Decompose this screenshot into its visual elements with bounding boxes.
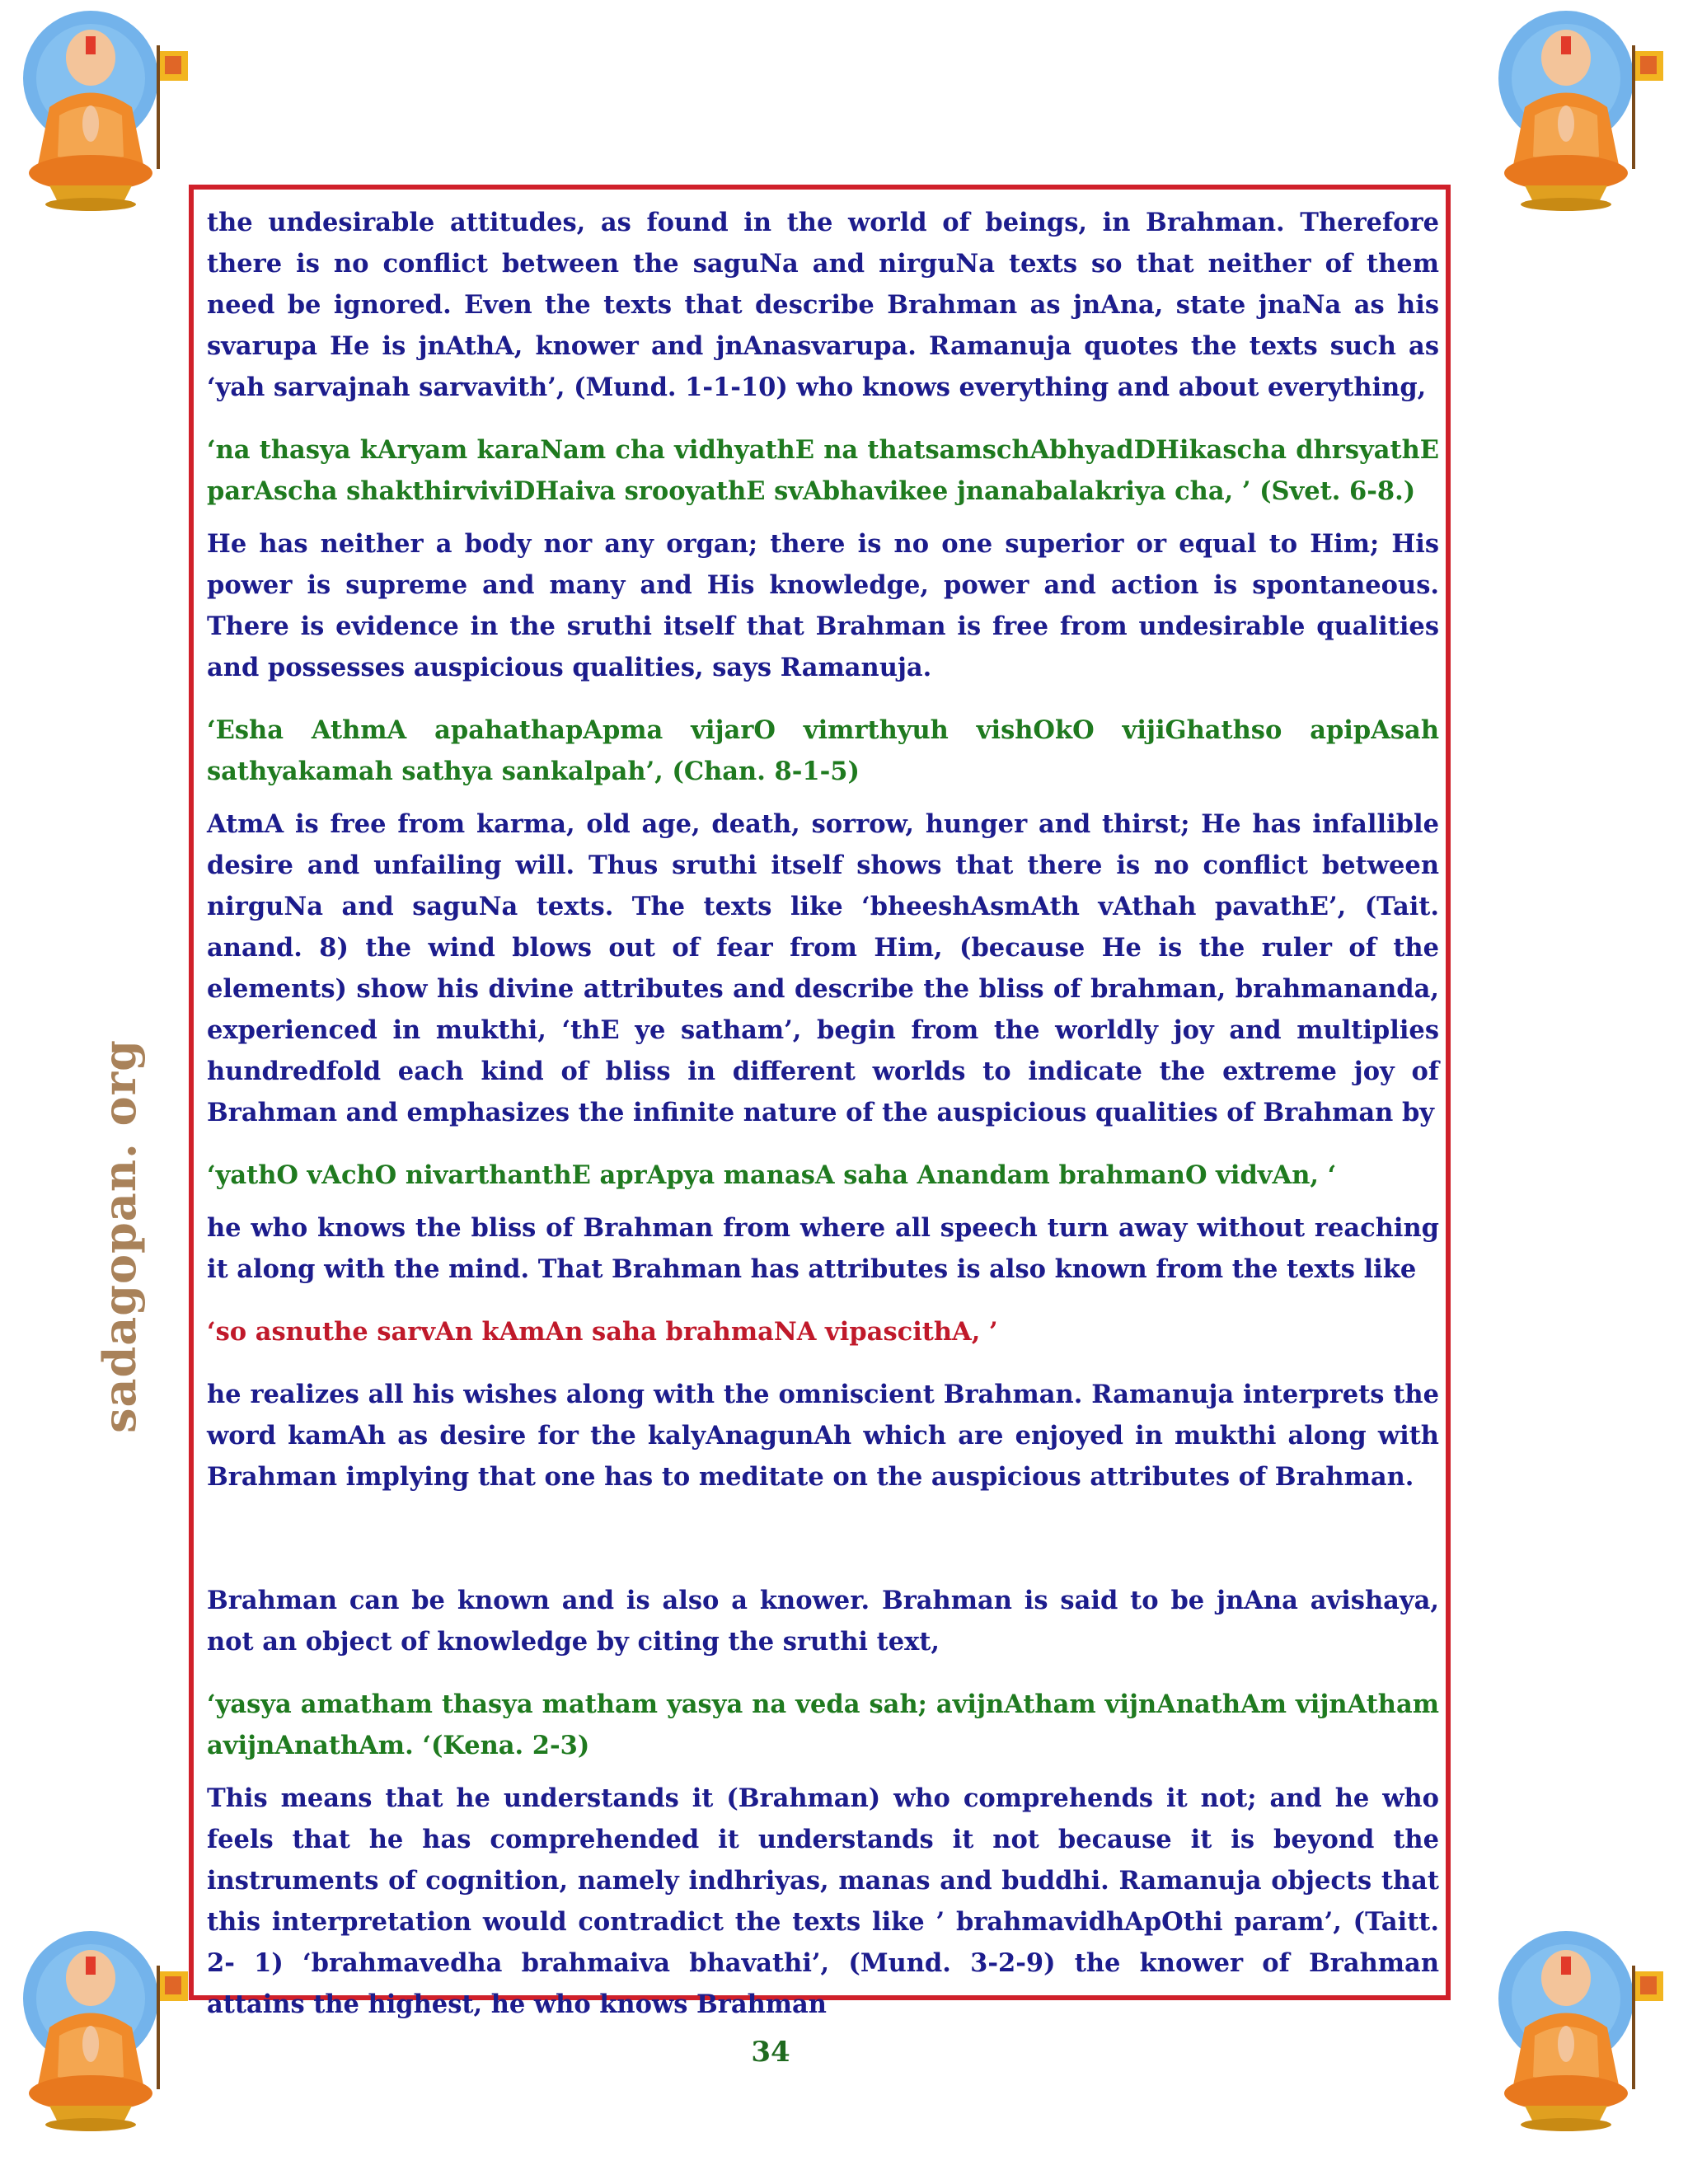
paragraph-2: He has neither a body nor any organ; there is no one superior or equal to Him; His power is supreme and many and His knowledge, power and action is spontaneous. There is evidence in the sruthi itself that Brahman is free from undesirable qualities and possesses auspicious qualities, says Ramanuja. [207,529,1439,682]
ramanuja-image-top-left [0,0,198,214]
quote-kena: ‘yasya amatham thasya matham yasya na veda sah; avijnAtham vijnAnathAm vijnAtham avijnAnathAm. ‘(Kena. 2-3) [207,1690,1439,1760]
paragraph-5: he realizes all his wishes along with the omniscient Brahman. Ramanuja interprets the word kamAh as desire for the kalyAnagunAh which are enjoyed in mukthi along with Brahman implying that one has to meditate on the auspicious attributes of Brahman. [207,1380,1439,1492]
ramanuja-image-bottom-left [0,1920,198,2135]
page-content [207,202,1439,2025]
page-number: 34 [751,2036,790,2069]
paragraph-3: AtmA is free from karma, old age, death, sorrow, hunger and thirst; He has infallible desire and unfailing will. Thus sruthi itself shows that there is no conflict between nirguNa and saguNa texts. The texts like ‘bheeshAsmAth vAthah pavathE’, (Tait. anand. 8) the wind blows out of fear from Him, (because He is the ruler of the elements) show his divine attributes and describe the bliss of brahman, brahmananda, experienced in mukthi, ‘thE ye satham’, begin from the worldly joy and multiplies hundredfold each kind of bliss in different worlds to indicate the extreme joy of Brahman and emphasizes the infinite nature of the auspicious qualities of Brahman by [207,809,1439,1127]
paragraph-7: This means that he understands it (Brahman) who comprehends it not; and he who feels that he has comprehended it understands it not because it is beyond the instruments of cognition, namely indhriyas, manas and buddhi. Ramanuja objects that this interpretation would contradict the texts like ’ brahmavidhApOthi param’, (Taitt. 2- 1) ‘brahmavedha brahmaiva bhavathi’, (Mund. 3-2-9) the knower of Brahman attains the highest, he who knows Brahman [207,1783,1439,2019]
paragraph-4: he who knows the bliss of Brahman from where all speech turn away without reaching it along with the mind. That Brahman has attributes is also known from the texts like [207,1213,1439,1284]
ramanuja-image-top-right [1475,0,1673,214]
watermark-text: sadagopan. org [93,1039,146,1433]
ramanuja-image-bottom-right [1475,1920,1673,2135]
quote-svetasvatara: ‘na thasya kAryam karaNam cha vidhyathE na thatsamschAbhyadDHikascha dhrsyathE parAscha shakthirviviDHaiva srooyathE svAbhavikee jnanabalakriya cha, ’ (Svet. 6-8.) [207,435,1439,506]
quote-chandogya: ‘Esha AthmA apahathapApma vijarO vimrthyuh vishOkO vijiGhathso apipAsah sathyakamah sathya sankalpah’, (Chan. 8-1-5) [207,715,1439,786]
paragraph-1: the undesirable attitudes, as found in the world of beings, in Brahman. Therefore there is no conflict between the saguNa and nirguNa texts so that neither of them need be ignored. Even the texts that describe Brahman as jnAna, state jnaNa as his svarupa He is jnAthA, knower and jnAnasvarupa. Ramanuja quotes the texts such as ‘yah sarvajnah sarvavith’, (Mund. 1-1-10) who knows everything and about everything, [207,208,1439,402]
paragraph-6: Brahman can be known and is also a knower. Brahman is said to be jnAna avishaya, not an object of knowledge by citing the sruthi text, [207,1586,1439,1657]
quote-red: ‘so asnuthe sarvAn kAmAn saha brahmaNA vipascithA, ’ [207,1317,998,1347]
quote-taittiriya: ‘yathO vAchO nivarthanthE aprApya manasA saha Anandam brahmanO vidvAn, ‘ [207,1160,1337,1190]
